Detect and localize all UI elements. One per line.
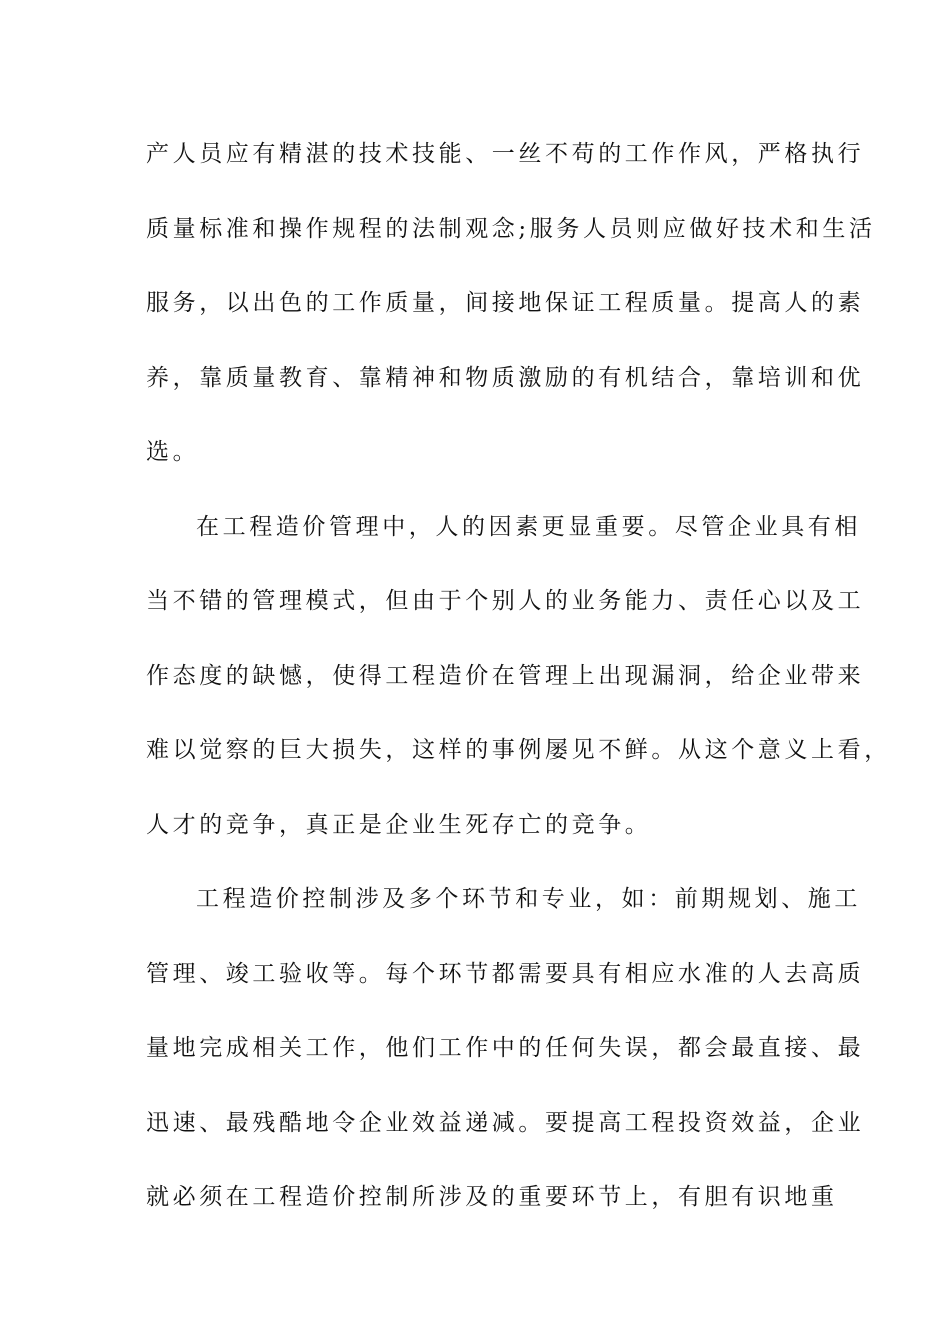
- text-line: 就必须在工程造价控制所涉及的重要环节上，有胆有识地重: [146, 1184, 838, 1210]
- text-line: 人才的竞争，真正是企业生死存亡的竞争。: [146, 811, 652, 838]
- text-line: 质量标准和操作规程的法制观念;服务人员则应做好技术和生活: [146, 215, 876, 242]
- text-line: 作态度的缺憾，使得工程造价在管理上出现漏洞，给企业带来: [146, 662, 865, 689]
- text-line: 管理、竣工验收等。每个环节都需要具有相应水准的人去高质: [146, 960, 865, 987]
- text-line: 养，靠质量教育、靠精神和物质激励的有机结合，靠培训和优: [146, 364, 865, 391]
- document-body: [146, 122, 891, 1240]
- paragraph-start-line: 在工程造价管理中，人的因素更显重要。尽管企业具有相: [196, 513, 861, 540]
- text-line: 量地完成相关工作，他们工作中的任何失误，都会最直接、最: [146, 1035, 865, 1061]
- text-line: 选。: [146, 439, 200, 465]
- text-line: 产人员应有精湛的技术技能、一丝不苟的工作作风，严格执行: [146, 141, 865, 167]
- text-line: 难以觉察的巨大损失，这样的事例屡见不鲜。从这个意义上看，: [146, 737, 891, 763]
- text-line: 迅速、最残酷地令企业效益递减。要提高工程投资效益，企业: [146, 1109, 865, 1136]
- paragraph-start-line: 工程造价控制涉及多个环节和专业，如：前期规划、施工: [196, 886, 861, 912]
- text-line: 服务，以出色的工作质量，间接地保证工程质量。提高人的素: [146, 290, 865, 316]
- text-line: 当不错的管理模式，但由于个别人的业务能力、责任心以及工: [146, 588, 865, 614]
